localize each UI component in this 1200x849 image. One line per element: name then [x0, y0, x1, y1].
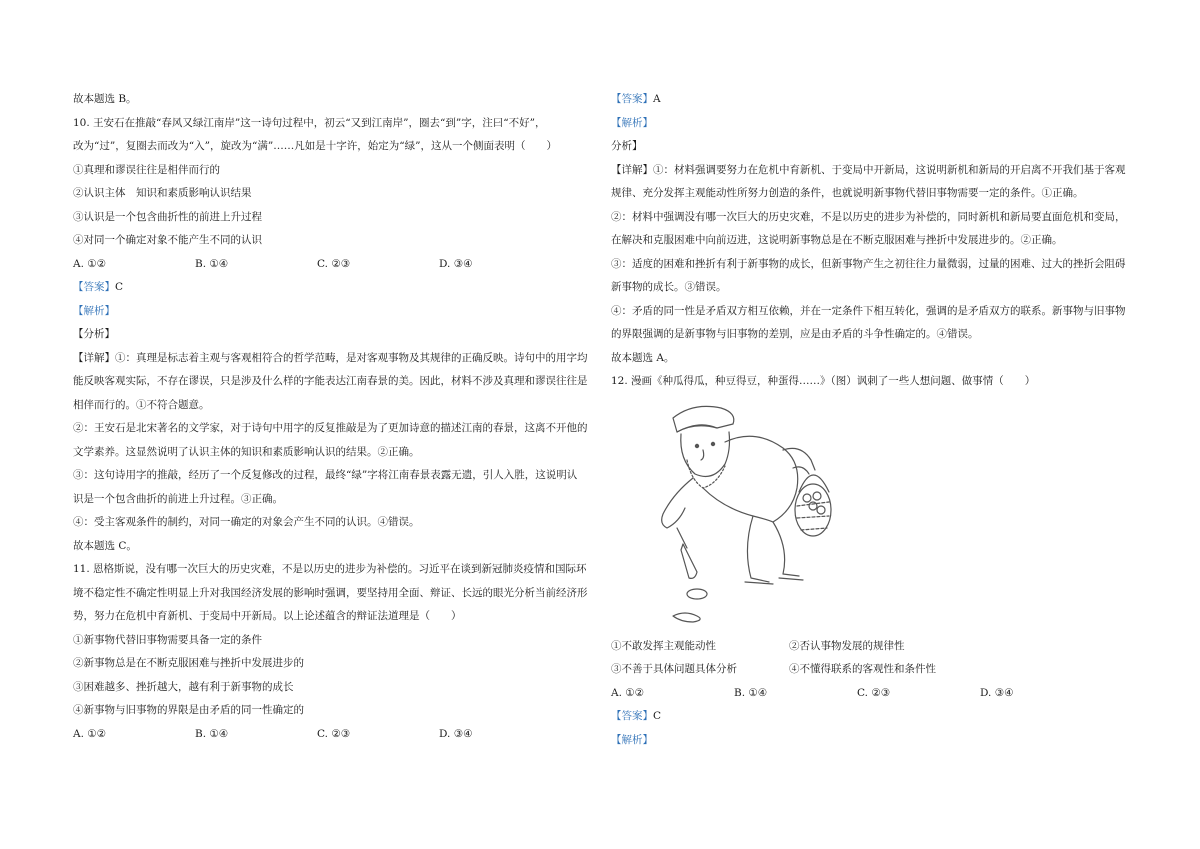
- choice-b: B. ①④: [195, 727, 229, 740]
- q10-detail-line6: ③：这句诗用字的推敲，经历了一个反复修改的过程，最终“绿”字将江南春景表露无遗，引人入胜，这说明认: [73, 469, 578, 481]
- choice-b: B. ①④: [734, 686, 768, 699]
- q10-stem-line1: 10. 王安石在推敲“春风又绿江南岸”这一诗句过程中，初云“又到江南岸”，圈去“到”字，注曰“不好”，: [73, 116, 546, 129]
- q10-detail-line3: 相伴而行的。①不符合题意。: [73, 398, 210, 411]
- choice-d: D. ③④: [980, 686, 1014, 699]
- q11-detail-line3: ②：材料中强调没有哪一次巨大的历史灾难，不是以历史的进步为补偿的，同时新机和新局要直面危机和变局，: [611, 210, 1126, 223]
- q11-detail-line8: 的界限强调的是新事物与旧事物的差别，应是由矛盾的斗争性确定的。④错误。: [611, 328, 979, 340]
- q12-option-4: ④不懂得联系的客观性和条件性: [789, 663, 936, 675]
- arm-left: [662, 478, 693, 528]
- q11-jiexi-tag: 【解析】: [611, 116, 653, 129]
- q11-stem-line3: 势，努力在危机中育新机、于变局中开新局。以上论述蕴含的辩证法道理是（ ）: [73, 610, 462, 622]
- choice-d: D. ③④: [439, 257, 473, 270]
- egg-seed: [687, 589, 707, 599]
- q10-stem-line2: 改为“过”，复圈去而改为“入”，旋改为“满”……凡如是十字许，始定为“绿”，这从一个侧面表明（ ）: [73, 140, 557, 152]
- q11-option-2: ②新事物总是在不断克服困难与挫折中发展进步的: [73, 657, 304, 669]
- q10-detail-line4: ②：王安石是北宋著名的文学家，对于诗句中用字的反复推敲是为了更加诗意的描述江南的春景，这离不开他的: [73, 422, 588, 434]
- q12-option-1: ①不敢发挥主观能动性: [611, 639, 716, 652]
- choice-c: C. ②③: [317, 727, 351, 740]
- q11-fenxi-tag: 分析】: [611, 140, 643, 152]
- answer-value: C: [115, 281, 124, 293]
- q11-detail-line1: [611, 159, 1131, 183]
- answer-value: C: [653, 710, 662, 722]
- q11-option-3: ③困难越多、挫折越大，越有利于新事物的成长: [73, 680, 294, 693]
- choice-d: D. ③④: [439, 727, 473, 740]
- q11-stem-line1: 11. 恩格斯说，没有哪一次巨大的历史灾难，不是以历史的进步为补偿的。习近平在谈到新冠肺炎疫情和国际环: [73, 563, 587, 575]
- q10-option-2: ②认识主体 知识和素质影响认识结果: [73, 187, 252, 199]
- q11-answer: [611, 88, 1131, 112]
- q11-detail-line5: ③：适度的困难和挫折有利于新事物的成长，但新事物产生之初往往力量微弱，过量的困难、过大的挫折会阻碍: [611, 257, 1126, 270]
- q10-choices: [73, 253, 573, 277]
- answer-tag: 【答案】: [611, 710, 653, 722]
- q10-detail-line8: ④：受主客观条件的制约，对同一确定的对象会产生不同的认识。④错误。: [73, 516, 420, 528]
- q12-option-3: ③不善于具体问题具体分析: [611, 663, 737, 675]
- q10-detail-line7: 识是一个包含曲折的前进上升过程。③正确。: [73, 492, 283, 505]
- q10-option-1: ①真理和谬误往往是相伴而行的: [73, 163, 220, 176]
- q12-option-2: ②否认事物发展的规律性: [789, 639, 905, 652]
- detail-text: ①：真理是标志着主观与客观相符合的哲学范畴，是对客观事物及其规律的正确反映。诗句中的用字均: [115, 351, 588, 364]
- answer-tag: 【答案】: [73, 281, 115, 293]
- right-column: [611, 88, 1131, 752]
- beard: [687, 460, 725, 488]
- choice-b: B. ①④: [195, 257, 229, 270]
- q10-answer: [73, 276, 573, 300]
- q10-option-4: ④对同一个确定对象不能产生不同的认识: [73, 234, 262, 246]
- q12-stem: 12. 漫画《种瓜得瓜，种豆得豆，种蛋得……》（图）讽刺了一些人想问题、做事情（ ）: [611, 375, 1036, 387]
- choice-a: A. ①②: [73, 727, 107, 740]
- detail-tag: 【详解】: [73, 351, 115, 364]
- q10-detail-line5: 文学素养。这显然说明了认识主体的知识和素质影响认识的结果。②正确。: [73, 445, 420, 458]
- q12-answer: [611, 705, 1131, 729]
- q11-stem-line2: 境不稳定性不确定性明显上升对我国经济发展的影响时强调，要坚持用全面、辩证、长远的眼光分析当前经济形: [73, 586, 588, 599]
- left-column: [73, 88, 588, 746]
- q11-detail-line2: 规律、充分发挥主观能动性所努力创造的条件，也就说明新事物代替旧事物需要一定的条件。①正确。: [611, 187, 1084, 199]
- q10-detail-line2: 能反映客观实际，不存在谬误，只是涉及什么样的字能表达江南春景的美。因此，材料不涉及真理和谬误往往是: [73, 375, 588, 387]
- choice-c: C. ②③: [317, 257, 351, 270]
- question-10: [73, 112, 588, 559]
- q11-detail-line4: 在解决和克服困难中向前迈进，这说明新事物总是在不断克服困难与挫折中发展进步的。②正确。: [611, 234, 1063, 246]
- detail-tag: 【详解】: [611, 163, 653, 176]
- q12-options-row2: [611, 658, 1131, 682]
- prev-conclusion: 故本题选 B。: [73, 93, 137, 105]
- choice-a: A. ①②: [73, 257, 107, 270]
- q11-option-1: ①新事物代替旧事物需要具备一定的条件: [73, 633, 262, 646]
- choice-c: C. ②③: [857, 686, 891, 699]
- question-12: [611, 370, 1131, 752]
- cap: [673, 406, 734, 432]
- q11-option-4: ④新事物与旧事物的界限是由矛盾的同一性确定的: [73, 704, 304, 716]
- choice-a: A. ①②: [611, 686, 645, 699]
- q12-choices: [611, 682, 1131, 706]
- q10-detail-line1: [73, 347, 588, 371]
- q10-fenxi-tag: 【分析】: [73, 328, 115, 340]
- legs: [747, 516, 799, 582]
- q12-options-row1: [611, 635, 1131, 659]
- head: [681, 432, 730, 476]
- q10-conclusion: 故本题选 C。: [73, 539, 137, 552]
- q12-jiexi-tag: 【解析】: [611, 733, 653, 746]
- answer-value: A: [653, 93, 661, 105]
- trowel: [681, 544, 697, 578]
- question-11: [73, 558, 588, 746]
- q11-detail-line6: 新事物的成长。③错误。: [611, 281, 727, 293]
- answer-tag: 【答案】: [611, 93, 653, 105]
- q11-detail-line7: ④：矛盾的同一性是矛盾双方相互依赖，并在一定条件下相互转化，强调的是矛盾双方的联系。新事物与旧事物: [611, 304, 1126, 317]
- q10-option-3: ③认识是一个包含曲折性的前进上升过程: [73, 210, 262, 223]
- q10-jiexi-tag: 【解析】: [73, 304, 115, 317]
- detail-text: ①：材料强调要努力在危机中育新机、于变局中开新局，这说明新机和新局的开启离不开我们基于客观: [653, 163, 1126, 176]
- cartoon-figure: [633, 398, 833, 628]
- q11-conclusion: 故本题选 A。: [611, 351, 675, 364]
- q11-choices: [73, 723, 573, 747]
